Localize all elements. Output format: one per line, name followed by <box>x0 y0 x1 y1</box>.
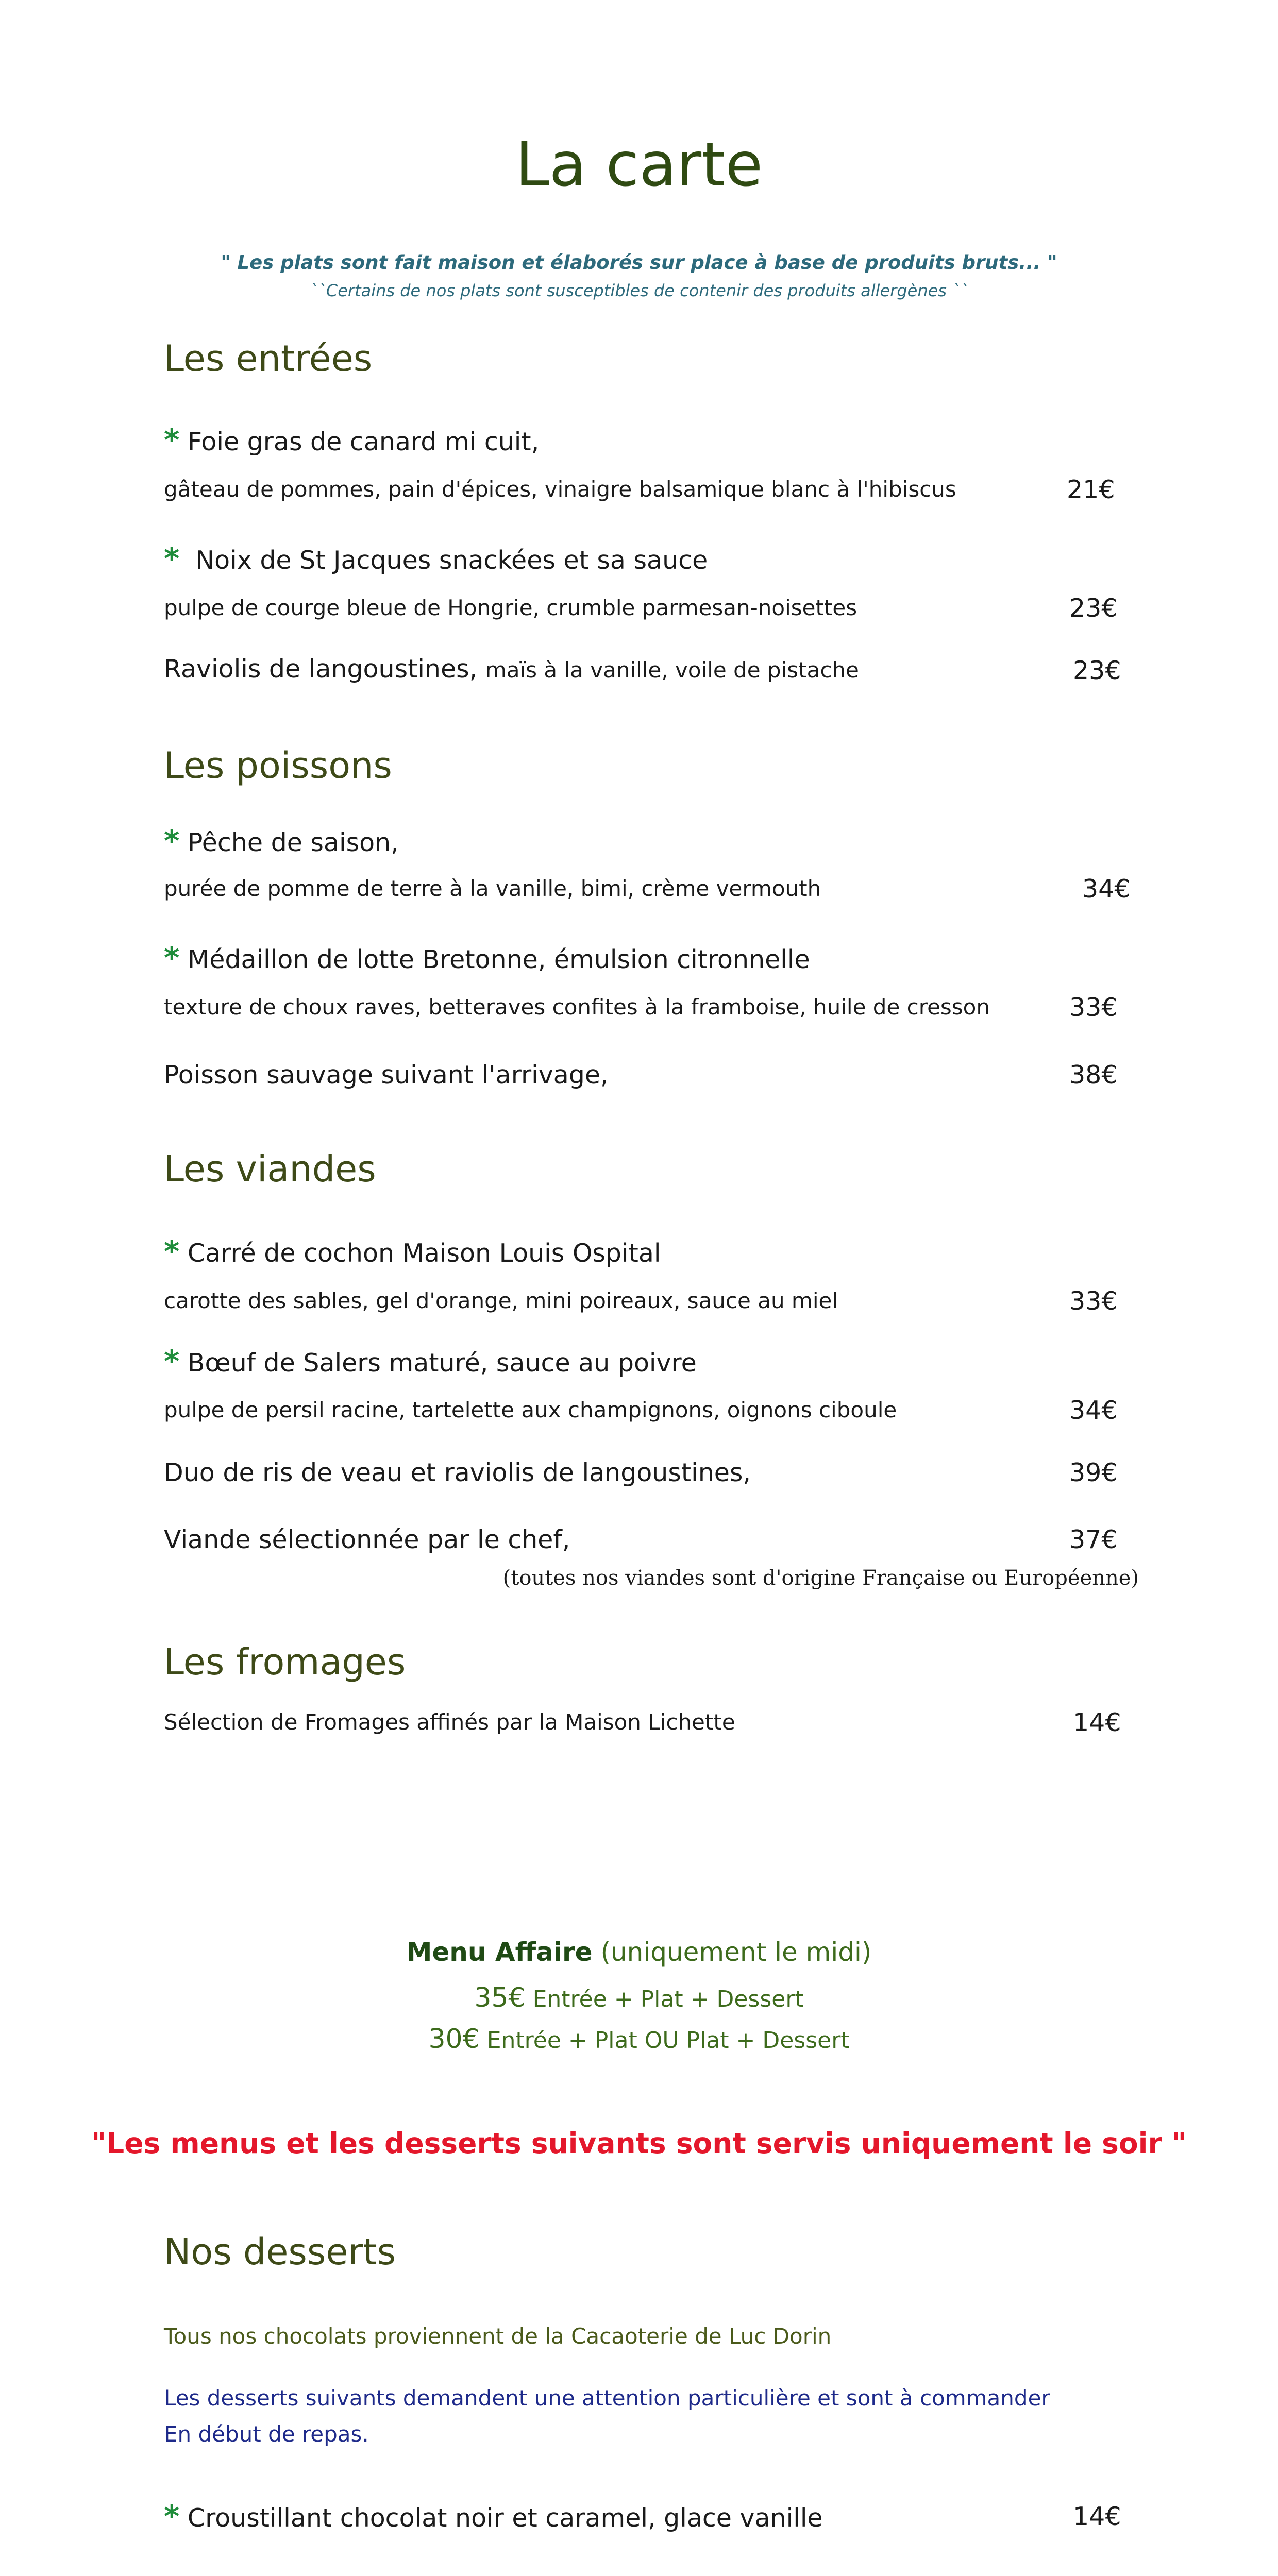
menu-affaire-heading: Menu Affaire (uniquement le midi) <box>406 1937 872 1967</box>
evening-only-notice: "Les menus et les desserts suivants sont servis uniquement le soir " <box>91 2127 1187 2160</box>
menu-item-name: * Foie gras de canard mi cuit, <box>164 422 540 457</box>
section-title-desserts: Nos desserts <box>164 2231 396 2273</box>
section-title-fromages: Les fromages <box>164 1641 406 1683</box>
menu-item-price: 23€ <box>1073 656 1121 685</box>
menu-item-price: 39€ <box>1069 1458 1118 1487</box>
page-title: La carte <box>515 129 763 200</box>
menu-item-price: 33€ <box>1069 993 1118 1022</box>
asterisk-icon: * <box>164 823 180 858</box>
menu-item-name: * Bœuf de Salers maturé, sauce au poivre <box>164 1344 697 1379</box>
menu-item-description: pulpe de courge bleue de Hongrie, crumble parmesan-noisettes <box>164 595 857 620</box>
menu-item-price: 37€ <box>1069 1525 1118 1554</box>
menu-item-price: 14€ <box>1073 2502 1121 2531</box>
menu-item-name: Viande sélectionnée par le chef, <box>164 1525 570 1554</box>
section-title-viandes: Les viandes <box>164 1148 376 1190</box>
allergen-note: ``Certains de nos plats sont susceptibles de contenir des produits allergènes `` <box>309 281 969 300</box>
meat-origin-note: (toutes nos viandes sont d'origine Française ou Européenne) <box>502 1566 1139 1590</box>
menu-item-name: * Noix de St Jacques snackées et sa sauce <box>164 541 708 576</box>
menu-item-description: Sélection de Fromages affinés par la Maison Lichette <box>164 1709 735 1735</box>
menu-item-name: Poisson sauvage suivant l'arrivage, <box>164 1060 609 1090</box>
menu-item-name: Raviolis de langoustines, maïs à la vanille, voile de pistache <box>164 654 859 684</box>
menu-item-description: purée de pomme de terre à la vanille, bimi, crème vermouth <box>164 876 821 901</box>
menu-item-name: * Médaillon de lotte Bretonne, émulsion citronnelle <box>164 940 810 975</box>
menu-item-description: carotte des sables, gel d'orange, mini poireaux, sauce au miel <box>164 1288 838 1313</box>
asterisk-icon: * <box>164 1234 180 1269</box>
menu-item-description: texture de choux raves, betteraves confites à la framboise, huile de cresson <box>164 994 990 1020</box>
menu-item-price: 34€ <box>1082 874 1131 904</box>
menu-item-price: 38€ <box>1069 1060 1118 1090</box>
menu-item-name: * Pêche de saison, <box>164 823 399 858</box>
menu-item-price: 14€ <box>1073 1708 1121 1737</box>
dessert-order-note: Les desserts suivants demandent une attention particulière et sont à commander <box>164 2385 1050 2411</box>
asterisk-icon: * <box>164 1344 180 1379</box>
asterisk-icon: * <box>164 2499 180 2534</box>
menu-item-name: Duo de ris de veau et raviolis de langoustines, <box>164 1458 751 1487</box>
menu-item-price: 33€ <box>1069 1286 1118 1316</box>
menu-item-name: * Croustillant chocolat noir et caramel, glace vanille <box>164 2499 823 2534</box>
menu-item-price: 34€ <box>1069 1396 1118 1425</box>
section-title-poissons: Les poissons <box>164 744 392 787</box>
asterisk-icon: * <box>164 422 180 457</box>
section-title-entrees: Les entrées <box>164 337 373 380</box>
menu-item-price: 23€ <box>1069 594 1118 623</box>
chocolate-origin-note: Tous nos chocolats proviennent de la Cacaoterie de Luc Dorin <box>164 2324 832 2349</box>
house-made-note: " Les plats sont fait maison et élaborés sur place à base de produits bruts... " <box>221 251 1057 274</box>
menu-item-name: * Carré de cochon Maison Louis Ospital <box>164 1234 661 1269</box>
menu-affaire-option-1: 35€ Entrée + Plat + Dessert <box>474 1982 804 2013</box>
menu-item-description: gâteau de pommes, pain d'épices, vinaigre balsamique blanc à l'hibiscus <box>164 477 956 502</box>
dessert-order-note-line-2: En début de repas. <box>164 2421 369 2447</box>
menu-item-price: 21€ <box>1067 475 1115 504</box>
asterisk-icon: * <box>164 541 180 576</box>
asterisk-icon: * <box>164 940 180 975</box>
menu-item-description: pulpe de persil racine, tartelette aux champignons, oignons ciboule <box>164 1397 897 1422</box>
menu-affaire-option-2: 30€ Entrée + Plat OU Plat + Dessert <box>428 2024 850 2055</box>
